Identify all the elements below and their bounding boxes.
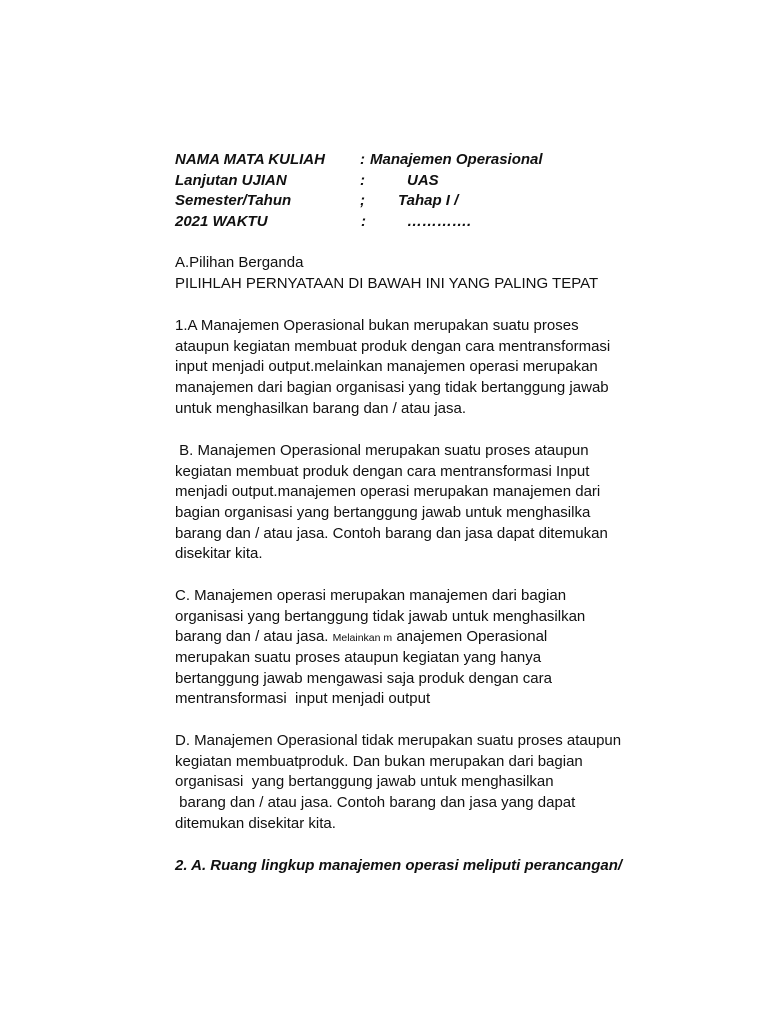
header-label: Semester/Tahun	[175, 192, 292, 209]
question-1-option-a	[175, 316, 695, 419]
header-separator: :	[360, 151, 365, 168]
option-line: menjadi output.manajemen operasi merupakan manajemen dari	[175, 483, 601, 501]
option-text-small: Melainkan m	[332, 632, 393, 645]
question-1-option-d	[175, 731, 695, 834]
option-line: bertanggung jawab mengawasi saja produk dengan cara	[175, 669, 552, 687]
header-separator: ;	[360, 192, 365, 209]
header-value: Tahap I /	[398, 192, 459, 209]
option-line: 1.A Manajemen Operasional bukan merupakan suatu proses	[175, 317, 579, 334]
header-value: ………….	[407, 212, 472, 230]
header-separator: :	[361, 212, 366, 230]
option-line: merupakan suatu proses ataupun kegiatan yang hanya	[175, 649, 542, 667]
header-label: NAMA MATA KULIAH	[175, 151, 325, 168]
question-1-option-c	[175, 586, 695, 710]
option-line: D. Manajemen Operasional tidak merupakan suatu proses ataupun	[175, 732, 622, 749]
option-text-end: anajemen Operasional	[392, 628, 548, 646]
option-text-start: barang dan / atau jasa.	[175, 628, 333, 646]
option-line: ditemukan disekitar kita.	[175, 814, 336, 832]
option-line: barang dan / atau jasa. Contoh barang dan jasa yang dapat	[175, 794, 576, 812]
option-line: kegiatan membuat produk dengan cara mentransformasi Input	[175, 462, 590, 480]
section-title: A.Pilihan Berganda	[175, 254, 304, 271]
header-label: 2021 WAKTU	[175, 212, 268, 230]
section-heading	[175, 253, 695, 294]
option-line: manajemen dari bagian organisasi yang tidak bertanggung jawab	[175, 379, 609, 397]
exam-header	[175, 150, 675, 232]
question-1-option-b	[175, 441, 695, 565]
header-value: UAS	[407, 171, 439, 189]
option-line: organisasi yang bertanggung jawab untuk menghasilkan	[175, 773, 554, 791]
option-line: disekitar kita.	[175, 545, 263, 563]
section-instruction: PILIHLAH PERNYATAAN DI BAWAH INI YANG PALING TEPAT	[175, 274, 599, 292]
option-line: kegiatan membuatproduk. Dan bukan merupakan dari bagian	[175, 752, 583, 770]
option-line: organisasi yang bertanggung tidak jawab untuk menghasilkan	[175, 607, 586, 625]
option-line: barang dan / atau jasa. Contoh barang dan jasa dapat ditemukan	[175, 524, 608, 542]
header-label: Lanjutan UJIAN	[175, 171, 287, 189]
header-separator: :	[360, 171, 365, 189]
question-2-heading: 2. A. Ruang lingkup manajemen operasi meliputi perancangan/	[175, 857, 623, 874]
header-row-semester	[175, 191, 675, 212]
option-line: untuk menghasilkan barang dan / atau jasa.	[175, 399, 467, 417]
header-row-time	[175, 212, 675, 233]
option-line: C. Manajemen operasi merupakan manajemen dari bagian	[175, 587, 567, 604]
option-line: bagian organisasi yang bertanggung jawab untuk menghasilka	[175, 504, 591, 522]
header-value: Manajemen Operasional	[370, 151, 543, 168]
option-line: mentransformasi input menjadi output	[175, 690, 431, 708]
header-row-exam	[175, 171, 675, 192]
option-line: ataupun kegiatan membuat produk dengan cara mentransformasi	[175, 337, 611, 355]
option-line: input menjadi output.melainkan manajemen operasi merupakan	[175, 358, 598, 376]
option-line: B. Manajemen Operasional merupakan suatu proses ataupun	[175, 442, 589, 459]
option-line-mixed	[175, 627, 695, 648]
header-row-course	[175, 150, 675, 171]
